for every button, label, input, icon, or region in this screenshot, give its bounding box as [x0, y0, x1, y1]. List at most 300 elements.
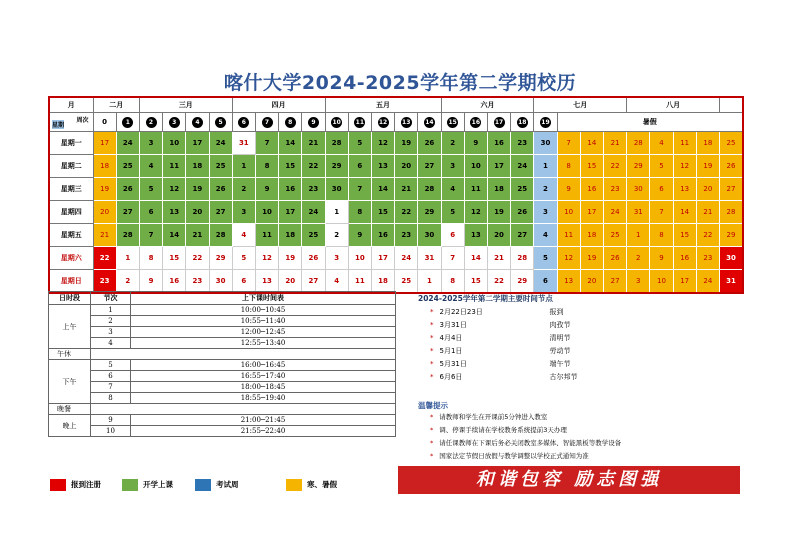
- date-cell: 29: [627, 155, 650, 178]
- week-number: 9: [308, 117, 319, 128]
- key-date-item: [430, 359, 571, 369]
- bullet-star-icon: *: [430, 347, 434, 355]
- date-cell: 18: [93, 155, 116, 178]
- schedule-time: 12:55─13:40: [131, 338, 396, 349]
- date-cell: 3: [325, 247, 348, 270]
- bullet-star-icon: *: [430, 452, 434, 460]
- key-date-event: 清明节: [549, 334, 571, 342]
- date-cell: 31: [232, 132, 255, 155]
- date-cell: 23: [93, 270, 116, 294]
- date-cell: 12: [255, 247, 278, 270]
- schedule-lesson-number: 3: [91, 327, 131, 338]
- week-number: 0: [102, 118, 108, 126]
- bullet-star-icon: *: [430, 308, 434, 316]
- date-cell: 1: [534, 155, 557, 178]
- bullet-star-icon: *: [430, 321, 434, 329]
- date-cell: 7: [255, 132, 278, 155]
- date-cell: 1: [325, 201, 348, 224]
- date-cell: 19: [580, 247, 603, 270]
- date-cell: 30: [209, 270, 232, 294]
- schedule-time: 21:00─21:45: [131, 415, 396, 426]
- date-cell: 22: [302, 155, 325, 178]
- weekday-label: 星期六: [49, 247, 93, 270]
- date-cell: 2: [325, 224, 348, 247]
- bullet-star-icon: *: [430, 360, 434, 368]
- date-cell: 16: [487, 132, 510, 155]
- date-cell: 22: [696, 224, 719, 247]
- key-date-item: [430, 307, 564, 317]
- date-cell: 18: [371, 270, 394, 294]
- date-cell: 11: [255, 224, 278, 247]
- month-header: 七月: [534, 97, 627, 113]
- date-cell: 24: [209, 132, 232, 155]
- schedule-break-label: 午休: [49, 349, 91, 360]
- week-number: 8: [285, 117, 296, 128]
- legend-item: [50, 479, 101, 491]
- date-cell: 16: [371, 224, 394, 247]
- schedule-lesson-number: 5: [91, 360, 131, 371]
- legend-item: [286, 479, 337, 491]
- date-cell: 15: [673, 224, 696, 247]
- date-cell: 26: [116, 178, 139, 201]
- key-date-item: [430, 333, 571, 343]
- legend-swatch: [50, 479, 66, 491]
- key-date: 2月22日23日: [439, 308, 483, 316]
- date-cell: 2: [534, 178, 557, 201]
- schedule-lesson-number: 9: [91, 415, 131, 426]
- date-cell: 17: [673, 270, 696, 294]
- date-cell: 7: [441, 247, 464, 270]
- date-cell: 30: [325, 178, 348, 201]
- week-number-cell: [534, 113, 557, 132]
- date-cell: 23: [603, 178, 626, 201]
- date-cell: 12: [163, 178, 186, 201]
- schedule-lesson-number: 7: [91, 382, 131, 393]
- key-date: 3月31日: [439, 321, 467, 329]
- key-dates-title: 2024-2025学年第二学期主要时间节点: [418, 294, 553, 303]
- date-cell: 24: [696, 270, 719, 294]
- date-cell: 21: [487, 247, 510, 270]
- date-cell: 6: [232, 270, 255, 294]
- weekday-label: 星期日: [49, 270, 93, 294]
- date-cell: 9: [348, 224, 371, 247]
- date-cell: 30: [627, 178, 650, 201]
- date-cell: 8: [348, 201, 371, 224]
- date-cell: 30: [418, 224, 441, 247]
- corner-weekday-label: 星期: [52, 122, 65, 129]
- date-cell: 13: [371, 155, 394, 178]
- date-cell: 29: [209, 247, 232, 270]
- week-number: 12: [378, 118, 388, 126]
- date-cell: 7: [650, 201, 673, 224]
- date-cell: 17: [371, 247, 394, 270]
- legend-swatch: [195, 479, 211, 491]
- week-number: 5: [215, 117, 226, 128]
- weekday-label: 星期三: [49, 178, 93, 201]
- date-cell: 31: [418, 247, 441, 270]
- reminder-text: 请教师和学生在开课前5分钟进入教室: [439, 413, 548, 421]
- date-cell: 11: [163, 155, 186, 178]
- date-cell: 28: [116, 224, 139, 247]
- schedule-time: 16:55─17:40: [131, 371, 396, 382]
- date-cell: 5: [348, 132, 371, 155]
- date-cell: 26: [302, 247, 325, 270]
- date-cell: 21: [603, 132, 626, 155]
- date-cell: 20: [279, 270, 302, 294]
- date-cell: 1: [116, 247, 139, 270]
- date-cell: 23: [511, 132, 534, 155]
- schedule-period: 下午: [49, 360, 91, 404]
- date-cell: 2: [232, 178, 255, 201]
- week-number-cell: [371, 113, 394, 132]
- date-cell: 21: [696, 201, 719, 224]
- date-cell: 30: [534, 132, 557, 155]
- schedule-time: 16:00─16:45: [131, 360, 396, 371]
- date-cell: 4: [650, 132, 673, 155]
- date-cell: 29: [511, 270, 534, 294]
- date-cell: 18: [580, 224, 603, 247]
- date-cell: 13: [464, 224, 487, 247]
- date-cell: 3: [441, 155, 464, 178]
- schedule-lesson-number: 10: [91, 426, 131, 437]
- week-number-cell: [302, 113, 325, 132]
- week-number-cell: [511, 113, 534, 132]
- legend-item: [122, 479, 173, 491]
- date-cell: 29: [719, 224, 743, 247]
- date-cell: 20: [395, 155, 418, 178]
- date-cell: 15: [163, 247, 186, 270]
- date-cell: 16: [279, 178, 302, 201]
- week-number: 18: [518, 118, 527, 126]
- date-cell: 24: [395, 247, 418, 270]
- date-cell: 19: [395, 132, 418, 155]
- date-cell: 17: [186, 132, 209, 155]
- reminder-text: 国家法定节假日放假与教学调整以学校正式通知为准: [439, 452, 589, 460]
- week-number-cell: [441, 113, 464, 132]
- week-number-cell: [279, 113, 302, 132]
- date-cell: 18: [279, 224, 302, 247]
- date-cell: 6: [534, 270, 557, 294]
- key-date-event: 报到: [549, 308, 564, 316]
- date-cell: 22: [395, 201, 418, 224]
- date-cell: 10: [163, 132, 186, 155]
- schedule-time: 18:55─19:40: [131, 393, 396, 404]
- legend-label: 开学上课: [143, 480, 173, 489]
- schedule-lesson-number: 4: [91, 338, 131, 349]
- week-number: 16: [471, 118, 481, 126]
- date-cell: 24: [511, 155, 534, 178]
- date-cell: 22: [93, 247, 116, 270]
- date-cell: 13: [557, 270, 580, 294]
- month-header: 五月: [325, 97, 441, 113]
- month-header: 八月: [627, 97, 720, 113]
- schedule-lesson-number: 2: [91, 316, 131, 327]
- date-cell: 19: [279, 247, 302, 270]
- bullet-star-icon: *: [430, 439, 434, 447]
- date-cell: 24: [302, 201, 325, 224]
- date-cell: 18: [487, 178, 510, 201]
- week-number: 10: [332, 118, 341, 126]
- date-cell: 4: [139, 155, 162, 178]
- date-cell: 4: [325, 270, 348, 294]
- date-cell: 20: [186, 201, 209, 224]
- week-number-cell: [464, 113, 487, 132]
- legend-label: 报到注册: [71, 480, 101, 489]
- date-cell: 4: [534, 224, 557, 247]
- week-number-cell: [139, 113, 162, 132]
- week-number-cell: [418, 113, 441, 132]
- date-cell: 10: [557, 201, 580, 224]
- week-number-cell: [116, 113, 139, 132]
- date-cell: 1: [627, 224, 650, 247]
- date-cell: 8: [650, 224, 673, 247]
- schedule-time: 18:00─18:45: [131, 382, 396, 393]
- date-cell: 25: [511, 178, 534, 201]
- date-cell: 27: [603, 270, 626, 294]
- date-cell: 6: [650, 178, 673, 201]
- date-cell: 15: [279, 155, 302, 178]
- date-cell: 4: [441, 178, 464, 201]
- key-date-event: 古尔邦节: [549, 373, 578, 381]
- week-number-cell: [325, 113, 348, 132]
- reminder-item: [430, 425, 567, 434]
- date-cell: 22: [186, 247, 209, 270]
- reminder-item: [430, 412, 547, 421]
- date-cell: 18: [696, 132, 719, 155]
- schedule-break-empty: [91, 404, 396, 415]
- schedule-lesson-number: 6: [91, 371, 131, 382]
- week-number: 15: [448, 118, 457, 126]
- bullet-star-icon: *: [430, 413, 434, 421]
- week-number-cell: [163, 113, 186, 132]
- date-cell: 5: [534, 247, 557, 270]
- date-cell: 28: [511, 247, 534, 270]
- date-cell: 29: [325, 155, 348, 178]
- week-number-cell: [487, 113, 510, 132]
- date-cell: 21: [395, 178, 418, 201]
- date-cell: 11: [557, 224, 580, 247]
- schedule-header: 日时段: [49, 292, 91, 305]
- week-number: 17: [494, 118, 504, 126]
- date-cell: 25: [116, 155, 139, 178]
- schedule-time: 10:00─10:45: [131, 305, 396, 316]
- bullet-star-icon: *: [430, 373, 434, 381]
- date-cell: 22: [487, 270, 510, 294]
- week-number: 11: [355, 118, 364, 126]
- date-cell: 3: [534, 201, 557, 224]
- date-cell: 8: [557, 155, 580, 178]
- legend-item: [195, 479, 239, 491]
- date-cell: 17: [580, 201, 603, 224]
- date-cell: 9: [255, 178, 278, 201]
- date-cell: 31: [719, 270, 743, 294]
- date-cell: 17: [93, 132, 116, 155]
- key-date-item: [430, 320, 571, 330]
- bullet-star-icon: *: [430, 426, 434, 434]
- key-date: 5月31日: [439, 360, 467, 368]
- date-cell: 21: [93, 224, 116, 247]
- month-header: 四月: [232, 97, 325, 113]
- week-number: 6: [238, 117, 249, 128]
- key-date: 5月1日: [439, 347, 463, 355]
- week-number: 14: [425, 118, 434, 126]
- schedule-lesson-number: 1: [91, 305, 131, 316]
- date-cell: 9: [464, 132, 487, 155]
- week-number: 19: [541, 118, 550, 126]
- weekday-label: 星期四: [49, 201, 93, 224]
- date-cell: 3: [139, 132, 162, 155]
- date-cell: 26: [511, 201, 534, 224]
- schedule-period: 晚上: [49, 415, 91, 437]
- motto-banner: 和谐包容 励志图强: [398, 466, 740, 494]
- weekday-label: 星期一: [49, 132, 93, 155]
- key-date-event: 肉孜节: [549, 321, 571, 329]
- date-cell: 28: [325, 132, 348, 155]
- date-cell: 10: [650, 270, 673, 294]
- reminder-text: 调、停课手续请在学校教务系统提前3天办理: [439, 426, 567, 434]
- legend-swatch: [286, 479, 302, 491]
- date-cell: 5: [139, 178, 162, 201]
- date-cell: 23: [186, 270, 209, 294]
- schedule-time: 21:55─22:40: [131, 426, 396, 437]
- date-cell: 2: [441, 132, 464, 155]
- date-cell: 19: [186, 178, 209, 201]
- weekday-label: 星期五: [49, 224, 93, 247]
- week-number-cell: [348, 113, 371, 132]
- date-cell: 7: [139, 224, 162, 247]
- date-cell: 19: [487, 201, 510, 224]
- date-cell: 27: [116, 201, 139, 224]
- date-cell: 13: [673, 178, 696, 201]
- legend-swatch: [122, 479, 138, 491]
- date-cell: 3: [627, 270, 650, 294]
- date-cell: 27: [511, 224, 534, 247]
- date-cell: 10: [255, 201, 278, 224]
- week-number: 13: [402, 118, 411, 126]
- week-number: 3: [169, 117, 180, 128]
- date-cell: 28: [209, 224, 232, 247]
- date-cell: 6: [441, 224, 464, 247]
- date-cell: 19: [696, 155, 719, 178]
- schedule-lesson-number: 8: [91, 393, 131, 404]
- date-cell: 13: [255, 270, 278, 294]
- date-cell: 21: [186, 224, 209, 247]
- date-cell: 25: [209, 155, 232, 178]
- date-cell: 27: [418, 155, 441, 178]
- date-cell: 4: [232, 224, 255, 247]
- key-date: 4月4日: [439, 334, 463, 342]
- schedule-header: 上下课时间表: [131, 292, 396, 305]
- reminder-item: [430, 438, 621, 447]
- corner-weeknum-label: 周次: [76, 117, 89, 124]
- date-cell: 20: [696, 178, 719, 201]
- schedule-break-empty: [91, 349, 396, 360]
- date-cell: 14: [279, 132, 302, 155]
- date-cell: 25: [603, 224, 626, 247]
- week-number: 7: [262, 117, 273, 128]
- date-cell: 2: [627, 247, 650, 270]
- month-header: 三月: [139, 97, 232, 113]
- date-cell: 14: [371, 178, 394, 201]
- week-number-cell: [186, 113, 209, 132]
- date-cell: 12: [371, 132, 394, 155]
- month-header-label: 月: [49, 97, 93, 113]
- date-cell: 18: [186, 155, 209, 178]
- date-cell: 21: [302, 132, 325, 155]
- date-cell: 27: [302, 270, 325, 294]
- date-cell: 2: [116, 270, 139, 294]
- date-cell: 29: [418, 201, 441, 224]
- key-date-item: [430, 372, 578, 382]
- date-cell: 11: [348, 270, 371, 294]
- weeknum-weekday-corner: [49, 113, 93, 132]
- date-cell: 10: [348, 247, 371, 270]
- month-header: 二月: [93, 97, 139, 113]
- schedule-header: 节次: [91, 292, 131, 305]
- week-number: 2: [146, 117, 157, 128]
- date-cell: 12: [673, 155, 696, 178]
- date-cell: 14: [673, 201, 696, 224]
- date-cell: 28: [418, 178, 441, 201]
- date-cell: 23: [302, 178, 325, 201]
- weekday-label: 星期二: [49, 155, 93, 178]
- date-cell: 22: [603, 155, 626, 178]
- date-cell: 11: [464, 178, 487, 201]
- date-cell: 25: [719, 132, 743, 155]
- date-cell: 15: [580, 155, 603, 178]
- week-number-cell: [93, 113, 116, 132]
- date-cell: 16: [163, 270, 186, 294]
- date-cell: 26: [209, 178, 232, 201]
- date-cell: 8: [255, 155, 278, 178]
- date-cell: 14: [163, 224, 186, 247]
- date-cell: 31: [627, 201, 650, 224]
- date-cell: 27: [719, 178, 743, 201]
- date-cell: 26: [719, 155, 743, 178]
- date-cell: 27: [209, 201, 232, 224]
- reminder-item: [430, 451, 589, 460]
- date-cell: 10: [464, 155, 487, 178]
- date-cell: 30: [719, 247, 743, 270]
- month-header: 六月: [441, 97, 534, 113]
- date-cell: 7: [557, 132, 580, 155]
- date-cell: 14: [464, 247, 487, 270]
- date-cell: 15: [464, 270, 487, 294]
- date-cell: 1: [232, 155, 255, 178]
- legend-label: 考试周: [216, 480, 239, 489]
- date-cell: 8: [441, 270, 464, 294]
- bullet-star-icon: *: [430, 334, 434, 342]
- page-title: 喀什大学2024-2025学年第二学期校历: [223, 72, 577, 94]
- date-cell: 13: [163, 201, 186, 224]
- date-cell: 5: [232, 247, 255, 270]
- key-date-item: [430, 346, 571, 356]
- date-cell: 9: [650, 247, 673, 270]
- date-cell: 17: [487, 155, 510, 178]
- date-cell: 7: [348, 178, 371, 201]
- date-cell: 14: [580, 132, 603, 155]
- date-cell: 23: [395, 224, 418, 247]
- key-date-event: 端午节: [549, 360, 571, 368]
- date-cell: 25: [395, 270, 418, 294]
- date-cell: 23: [696, 247, 719, 270]
- class-schedule-table: [48, 291, 396, 437]
- schedule-break-label: 晚餐: [49, 404, 91, 415]
- date-cell: 19: [93, 178, 116, 201]
- date-cell: 12: [464, 201, 487, 224]
- week-number-cell: [255, 113, 278, 132]
- schedule-time: 12:00─12:45: [131, 327, 396, 338]
